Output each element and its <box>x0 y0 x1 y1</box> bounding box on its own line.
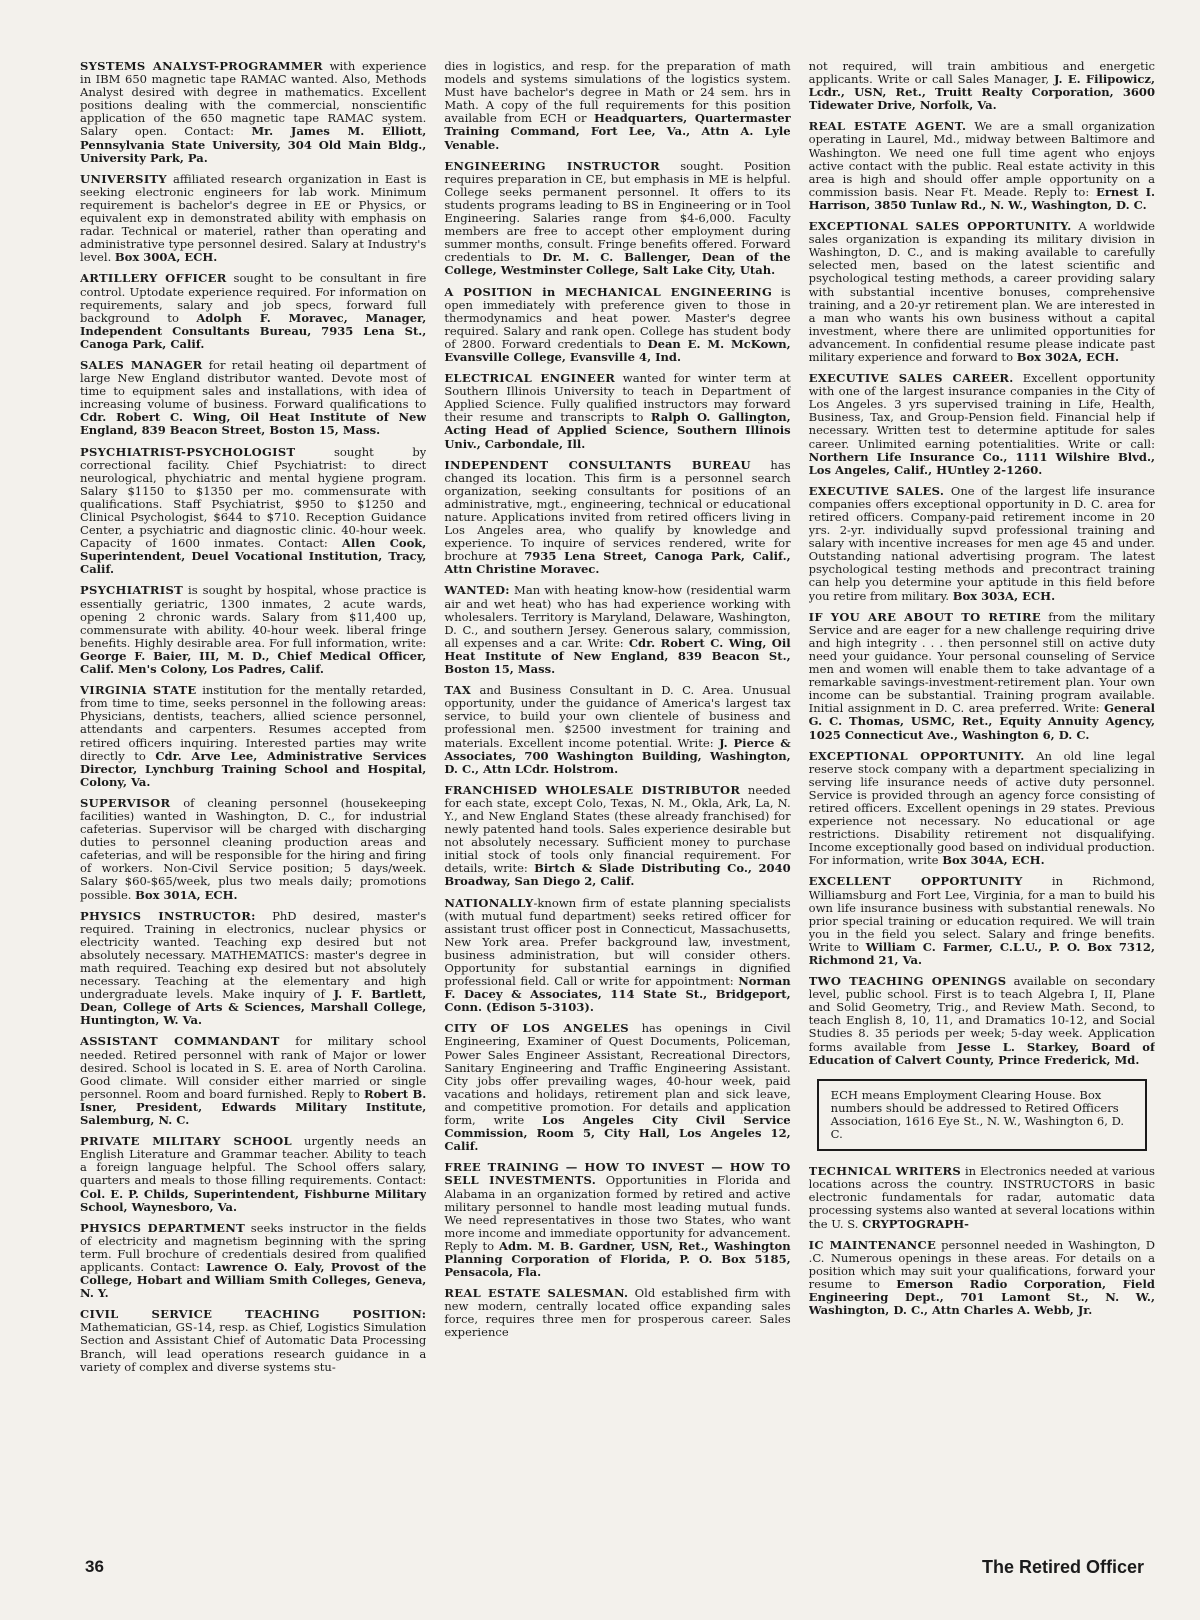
ad-body: from the military Service and are eager for a new challenge requiring drive and high integrity . . . then personnel still on active duty need your guidance. Your personal counseling of Service men and women will enable them to take advantage of a remarkable savings-investment-retirement plan. Your own income can be substantial. Training program available. Initial assignment in D. C. area preferred. Write: <box>808 609 1155 716</box>
page-number: 36 <box>85 1557 104 1576</box>
ad-body: One of the largest life insurance companies offers exceptional opportunity in D. C. area for retired officers. Company-paid retirement income in 20 yrs. 2-yr. individually supvd professional training and salary with incentive increases for men age 45 and under. Outstanding national advertising program. The latest psychological testing methods and precontract training can help you determine your aptitude in this field before you retire from military. <box>808 483 1155 603</box>
classified-ad <box>80 910 426 1028</box>
ad-contact: Cdr. Robert C. Wing, Oil Heat Institute of New England, 839 Beacon St., Boston 15, Mass. <box>444 635 791 677</box>
classified-ad <box>809 60 1155 112</box>
ad-body: with experience in IBM 650 magnetic tape RAMAC wanted. Also, Methods Analyst desired with degree in mathematics. Excellent positions dealing with the commercial, nonscientific application of the 650 magnetic tape RAMAC system. Salary open. Contact: <box>80 60 427 139</box>
classified-ad <box>444 684 790 776</box>
ad-body: for military school needed. Retired personnel with rank of Major or lower desired. School is located in S. E. area of North Carolina. Good climate. Will consider either married or single personnel. Room and board furnished. Reply to <box>80 1034 427 1101</box>
ad-heading: SYSTEMS ANALYST-PROGRAMMER <box>80 60 323 73</box>
ad-body: needed for each state, except Colo, Texas, N. M., Okla, Ark, La, N. Y., and New England States (these already franchised) for newly patented hand tools. Sales experience desirable but not absolutely necessary. Sufficient money to purchase initial stock of tools only financial requirement. For details, write: <box>444 782 791 876</box>
classified-ad <box>444 160 790 278</box>
ad-heading: CITY OF LOS ANGELES <box>444 1021 629 1036</box>
ad-body: not required, will train ambitious and energetic applicants. Write or call Sales Manager, <box>808 60 1155 87</box>
ad-contact: Cdr. Robert C. Wing, Oil Heat Institute of New England, 839 Beacon Street, Boston 15, Mass. <box>80 410 427 438</box>
ad-heading: EXCELLENT OPPORTUNITY <box>808 874 1023 889</box>
ad-contact: Box 301A, ECH. <box>135 887 238 902</box>
classified-ad <box>80 1135 426 1214</box>
ad-body: PhD desired, master's required. Training in electronics, nuclear physics or electricity wanted. Teaching exp desired but not absolutely necessary. MATHEMATICS: master's degree in math required. Teaching exp desired but not absolutely necessary. Teaching at the elementary and high undergraduate levels. Make inquiry of <box>80 908 427 1002</box>
classified-ad <box>80 272 426 351</box>
classified-columns <box>80 60 1155 1530</box>
ad-contact: Box 303A, ECH. <box>952 588 1056 603</box>
ad-heading: A POSITION in MECHANICAL ENGINEERING <box>444 284 773 299</box>
classified-ad <box>80 1222 426 1301</box>
ad-body: is open immediately with preference given to those in thermodynamics and heat power. Master's degree required. Salary and rank open. College has student body of 2800. Forward credentials to <box>444 284 791 351</box>
column-right-ads-after <box>809 1165 1155 1317</box>
ad-contact: J. F. Bartlett, Dean, College of Arts & Sciences, Marshall College, Huntington, W. Va. <box>80 987 427 1028</box>
column-right <box>809 60 1155 1530</box>
ad-heading: FRANCHISED WHOLESALE DISTRIBUTOR <box>444 782 741 797</box>
classified-ad <box>809 1239 1155 1318</box>
ad-contact: 7935 Lena Street, Canoga Park, Calif., Attn Christine Moravec. <box>444 549 791 577</box>
ad-contact: George F. Baier, III, M. D., Chief Medical Officer, Calif. Men's Colony, Los Padres, Calif. <box>80 648 427 677</box>
classified-ad <box>809 611 1155 742</box>
classified-ad <box>80 60 426 165</box>
ad-body: wanted for winter term at Southern Illinois University to teach in Department of Applied Science. Fully qualified instructors may forward their resume and transcripts to <box>444 371 791 425</box>
ad-body: is sought by hospital, whose practice is essentially geriatric, 1300 inmates, 2 acute wards, opening 2 chronic wards. Salary from $11,400 up, commensurate with ability. 40-hour week. liberal fringe benefits. Highly desirable area. For full information, write: <box>80 583 427 650</box>
classified-ad <box>444 1287 790 1339</box>
ad-heading: CIVIL SERVICE TEACHING POSITION: <box>80 1307 427 1322</box>
ad-contact: CRYPTOGRAPH- <box>862 1216 969 1231</box>
classified-ad <box>809 875 1155 967</box>
ad-heading: EXECUTIVE SALES. <box>808 483 945 498</box>
publication-title: The Retired Officer <box>981 1557 1144 1577</box>
ad-contact: Box 304A, ECH. <box>942 853 1045 868</box>
classified-ad <box>809 220 1155 364</box>
classified-ad <box>80 584 426 676</box>
ad-contact: Robert B. Isner, President, Edwards Military Institute, Salemburg, N. C. <box>80 1086 427 1128</box>
classified-ad <box>444 60 790 152</box>
ad-heading: WANTED: <box>444 583 510 598</box>
ad-heading: IF YOU ARE ABOUT TO RETIRE <box>808 609 1041 624</box>
classified-ad <box>809 750 1155 868</box>
ad-heading: IC MAINTENANCE <box>808 1237 937 1252</box>
ad-heading: VIRGINIA STATE <box>80 683 197 698</box>
ad-body: Man with heating know-how (residential warm air and wet heat) who has had experience working with wholesalers. Territory is Maryland, Delaware, Washington, D. C., and southern Jersey. Generous salary, commission, all expenses and a car. Write: <box>444 583 791 650</box>
classified-ad <box>444 1022 790 1153</box>
ad-heading: FREE TRAINING — HOW TO INVEST — HOW TO SELL INVESTMENTS. <box>444 1160 791 1188</box>
ad-contact: Ralph O. Gallington, Acting Head of Applied Science, Southern Illinois Univ., Carbondale, Ill. <box>444 410 791 451</box>
ad-contact: Headquarters, Quartermaster Training Command, Fort Lee, Va., Attn A. Lyle Venable. <box>444 111 791 152</box>
classified-ad <box>444 286 790 365</box>
ad-body: has changed its location. This firm is a personnel search organization, seeking consultants for positions of an administrative, mgt., engineering, technical or educational nature. Applications invited from retired officers living in Los Angeles area, who qualify by knowledge and experience. To inquire of services rendered, write for brochure at <box>444 457 791 564</box>
ad-contact: Mr. James M. Elliott, Pennsylvania State University, 304 Old Main Bldg., University Park, Pa. <box>80 124 427 165</box>
ad-heading: ENGINEERING INSTRUCTOR <box>444 158 660 173</box>
ad-contact: Jesse L. Starkey, Board of Education of Calvert County, Prince Frederick, Md. <box>808 1039 1155 1067</box>
ad-body: of cleaning personnel (housekeeping facilities) wanted in Washington, D. C., for industrial cafeterias. Supervisor will be charged with discharging duties to personnel cleaning production areas and cafeterias, and will be responsible for the hiring and firing of workers. Non-Civil Service position; 5 days/week. Salary $60-$65/week, plus two meals daily; promotions possible. <box>80 795 427 902</box>
ad-heading: ELECTRICAL ENGINEER <box>444 371 616 386</box>
ad-body: An old line legal reserve stock company with a department specializing in serving life insurance needs of active duty personnel. Service is provided through an agency force consisting of retired officers. Excellent openings in 29 states. Previous experience not necessary. No educational or age restrictions. Disability retirement not disqualifying. Income exceptionally good based on individual production. For information, write <box>808 748 1155 868</box>
classified-ad <box>444 372 790 451</box>
ad-heading: EXECUTIVE SALES CAREER. <box>808 371 1014 386</box>
ad-body: Excellent opportunity with one of the largest insurance companies in the City of Los Angeles. 3 yrs supervised training in Life, Health, Business, Tax, and Group-Pension field. Financial help if necessary. Written test to determine aptitude for sales career. Unlimited earning potentialities. Write or call: <box>808 371 1155 451</box>
ad-body: sought to be consultant in fire control. Uptodate experience required. For information on requirements, salary and job specs, forward full background to <box>80 271 427 325</box>
ad-body: urgently needs an English Literature and Grammar teacher. Ability to teach a foreign language helpful. The School offers salary, quarters and meals to those filling requirements. Contact: <box>80 1134 427 1188</box>
ad-heading: UNIVERSITY <box>80 171 167 186</box>
ad-body: has openings in Civil Engineering, Examiner of Quest Documents, Policeman, Power Sales Engineer Assistant, Recreational Directors, Sanitary Engineering and Traffic Engineering Assistant. City jobs offer prevailing wages, 40-hour week, paid vacations and holidays, retirement plan and sick leave, and competitive promotion. For details and application form, write <box>444 1021 791 1128</box>
ad-body: A worldwide sales organization is expanding its military division in Washington, D. C., and is making available to carefully selected men, based on the latest scientific and psychological testing methods, a career providing salary with substantial incentive bonuses, comprehensive training, and a 20-yr retirement plan. We are interested in a man who wants his own business without a capital investment, where there are unlimited opportunities for advancement. In confidential resume please indicate past military experience and forward to <box>808 219 1155 364</box>
column-middle <box>444 60 790 1530</box>
ad-heading: ASSISTANT COMMANDANT <box>80 1034 280 1049</box>
ad-contact: Dr. M. C. Ballenger, Dean of the College, Westminster College, Salt Lake City, Utah. <box>444 250 791 278</box>
ad-contact: General G. C. Thomas, USMC, Ret., Equity Annuity Agency, 1025 Connecticut Ave., Washington 6, D. C. <box>808 701 1155 742</box>
ad-heading: ARTILLERY OFFICER <box>80 271 227 286</box>
ad-body: -known firm of estate planning specialists (with mutual fund department) seeks retired officer for assistant trust officer post in Connecticut, Massachusetts, New York area. Prefer background law, investment, business administration, but will consider others. Opportunity for substantial earnings in dignified professional field. Call or write for appointment: <box>444 895 791 989</box>
ad-heading: SUPERVISOR <box>80 795 171 810</box>
classified-ad <box>809 975 1155 1067</box>
ad-contact: Birtch & Slade Distributing Co., 2040 Broadway, San Diego 2, Calif. <box>444 861 791 889</box>
ad-heading: PHYSICS INSTRUCTOR: <box>80 908 256 923</box>
ad-heading: SALES MANAGER <box>80 357 203 372</box>
ech-notice-box: ECH means Employment Clearing House. Box numbers should be addressed to Retired Officers Association, 1616 Eye St., N. W., Washington 6, D. C. <box>817 1079 1147 1151</box>
ad-contact: Col. E. P. Childs, Superintendent, Fishburne Military School, Waynesboro, Va. <box>80 1186 427 1214</box>
classified-ad <box>444 459 790 577</box>
ad-contact: Dean E. M. McKown, Evansville College, Evansville 4, Ind. <box>444 336 791 364</box>
ad-heading: PSYCHIATRIST <box>80 583 184 598</box>
ad-heading: PRIVATE MILITARY SCHOOL <box>80 1134 292 1149</box>
ad-body: personnel needed in Washington, D .C. Numerous openings in these areas. For details on a position which may suit your qualifications, forward your resume to <box>808 1237 1155 1291</box>
ad-contact: William C. Farmer, C.L.U., P. O. Box 7312, Richmond 21, Va. <box>808 939 1155 967</box>
ad-contact: Emerson Radio Corporation, Field Engineering Dept., 701 Lamont St., N. W., Washington, D. C., Attn Charles A. Webb, Jr. <box>808 1276 1155 1318</box>
classified-ad <box>809 372 1155 477</box>
ad-body: in Electronics needed at various locations across the country. INSTRUCTORS in basic electronic fundamentals for radar, automatic data processing systems also wanted at several locations within the U. S. <box>808 1164 1155 1231</box>
ad-contact: Los Angeles City Civil Service Commission, Room 5, City Hall, Los Angeles 12, Calif. <box>444 1113 791 1154</box>
ad-contact: Box 300A, ECH. <box>114 250 218 265</box>
classified-ad <box>80 1308 426 1373</box>
ad-body: seeks instructor in the fields of electricity and magnetism beginning with the spring term. Full brochure of credentials desired from qualified applicants. Contact: <box>80 1220 427 1274</box>
ad-contact: Adm. M. B. Gardner, USN, Ret., Washington Planning Corporation of Florida, P. O. Box 5185, Pensacola, Fla. <box>444 1238 791 1280</box>
classified-ad <box>80 797 426 902</box>
ad-body: Old established firm with new modern, centrally located office expanding sales force, requires three men for prosperous career. Sales experience <box>444 1286 791 1340</box>
column-left <box>80 60 426 1530</box>
ad-body: available on secondary level, public school. First is to teach Algebra I, II, Plane and Solid Geometry, Trig., and Review Math. Second, to teach English 8, 10, 11, and Dramatics 10-12, and Social Studies 8. 35 periods per week; 5-day week. Application forms available from <box>808 974 1155 1054</box>
ad-heading: REAL ESTATE AGENT. <box>808 119 967 134</box>
ad-body: for retail heating oil department of large New England distributor wanted. Devote most of time to equipment sales and installations, with idea of increasing volume of business. Forward qualifications to <box>80 357 427 412</box>
classified-ad <box>809 1165 1155 1230</box>
classified-ad <box>444 1161 790 1279</box>
classified-ad <box>80 446 426 577</box>
classified-ad <box>444 584 790 676</box>
classified-ad <box>80 359 426 438</box>
classified-ad <box>80 173 426 265</box>
ad-contact: Lawrence O. Ealy, Provost of the College, Hobart and William Smith Colleges, Geneva, N. Y. <box>80 1259 427 1301</box>
ad-body: dies in logistics, and resp. for the preparation of math models and systems simulations of the logistics system. Must have bachelor's degree in Math or 24 sem. hrs in Math. A copy of the full requirements for this position available from ECH or <box>444 60 791 126</box>
classified-ad <box>444 897 790 1015</box>
ad-body: in Richmond, Williamsburg and Fort Lee, Virginia, for a man to build his own life insurance business with substantial renewals. No prior special training or education required. We will train you in the field you select. Salary and fringe benefits. Write to <box>808 874 1155 954</box>
ad-body: sought. Position requires preparation in CE, but emphasis in ME is helpful. College seeks permanent personnel. It offers to its students programs leading to BS in Engineering or in Tool Engineering. Salaries range from $4-6,000. Faculty members are free to accept other employment during summer months, consult. Fringe benefits offered. Forward credentials to <box>444 158 791 265</box>
classified-ad <box>80 684 426 789</box>
ad-heading: EXCEPTIONAL OPPORTUNITY. <box>808 748 1025 763</box>
ad-contact: Adolph F. Moravec, Manager, Independent Consultants Bureau, 7935 Lena St., Canoga Park, Calif. <box>80 310 427 351</box>
ad-contact: Northern Life Insurance Co., 1111 Wilshire Blvd., Los Angeles, Calif., HUntley 2-1260. <box>808 449 1155 477</box>
classified-ad <box>809 120 1155 212</box>
ad-heading: EXCEPTIONAL SALES OPPORTUNITY. <box>808 219 1072 234</box>
ad-body: affiliated research organization in East is seeking electronic engineers for lab work. Minimum requirement is bachelor's degree in EE or Physics, or equivalent exp in demonstrated ability with emphasis on radar. Technical or materiel, rather than operating and administrative type personnel desired. Salary at Industry's level. <box>80 171 427 265</box>
ad-contact: Box 302A, ECH. <box>1016 349 1120 364</box>
ad-body: We are a small organization operating in Laurel, Md., midway between Baltimore and Washington. We need one full time agent who enjoys active contact with the public. Real estate activity in this area is high and should offer ample opportunity on a commission basis. Near Ft. Meade. Reply to: <box>808 119 1155 199</box>
classified-ad <box>809 485 1155 603</box>
ad-heading: PHYSICS DEPARTMENT <box>80 1220 245 1235</box>
ad-body: and Business Consultant in D. C. Area. Unusual opportunity, under the guidance of America's largest tax service, to build your own clientele of business and professional men. $2500 investment for training and materials. Excellent income potential. Write: <box>444 683 791 750</box>
ad-contact: Ernest I. Harrison, 3850 Tunlaw Rd., N. W., Washington, D. C. <box>808 184 1155 212</box>
ad-heading: NATIONALLY <box>444 895 534 910</box>
ad-heading: INDEPENDENT CONSULTANTS BUREAU <box>444 457 751 472</box>
ad-heading: PSYCHIATRIST-PSYCHOLOGIST <box>80 444 296 459</box>
ad-contact: J. Pierce & Associates, 700 Washington Building, Washington, D. C., Attn LCdr. Holstrom. <box>444 735 791 776</box>
ad-heading: TECHNICAL WRITERS <box>808 1164 962 1179</box>
ad-body: Mathematician, GS-14, resp. as Chief, Logistics Simulation Section and Assistant Chief of Automatic Data Processing Branch, will lead operations research guidance in a variety of complex and diverse systems stu- <box>80 1320 427 1374</box>
ad-heading: TWO TEACHING OPENINGS <box>808 974 1007 989</box>
ad-contact: Allen Cook, Superintendent, Deuel Vocational Institution, Tracy, Calif. <box>80 536 427 577</box>
ad-contact: Cdr. Arve Lee, Administrative Services Director, Lynchburg Training School and Hospital, Colony, Va. <box>80 748 427 789</box>
classified-ad <box>80 1035 426 1127</box>
ad-body: Opportunities in Florida and Alabama in an organization formed by retired and active military personnel to handle most leading mutual funds. We need representatives in those two States, who want more income and immediate opportunity for advancement. Reply to <box>444 1173 791 1253</box>
ad-heading: TAX <box>444 683 472 698</box>
column-right-ads <box>809 60 1155 1067</box>
ad-contact: J. E. Filipowicz, Lcdr., USN, Ret., Truitt Realty Corporation, 3600 Tidewater Drive, Norfolk, Va. <box>808 72 1155 113</box>
ad-heading: REAL ESTATE SALESMAN. <box>444 1286 629 1301</box>
ad-body: institution for the mentally retarded, from time to time, seeks personnel in the following areas: Physicians, dentists, teachers, allied science personnel, attendants and carpenters. Resumes accepted from retired officers inquiring. Interested parties may write directly to <box>80 683 427 763</box>
classified-ad <box>444 784 790 889</box>
ad-contact: Norman F. Dacey & Associates, 114 State St., Bridgeport, Conn. (Edison 5-3103). <box>444 974 791 1015</box>
ad-body: sought by correctional facility. Chief Psychiatrist: to direct neurological, phychiatric and mental hygiene program. Salary $1150 to $1350 per mo. commensurate with qualifications. Staff Psychiatrist, $950 to $1250 and Clinical Psychologist, $644 to $710. Reception Guidance Center, a psychiatric and diagnostic clinic. 40-hour week. Capacity of 1600 inmates. Contact: <box>80 444 427 551</box>
